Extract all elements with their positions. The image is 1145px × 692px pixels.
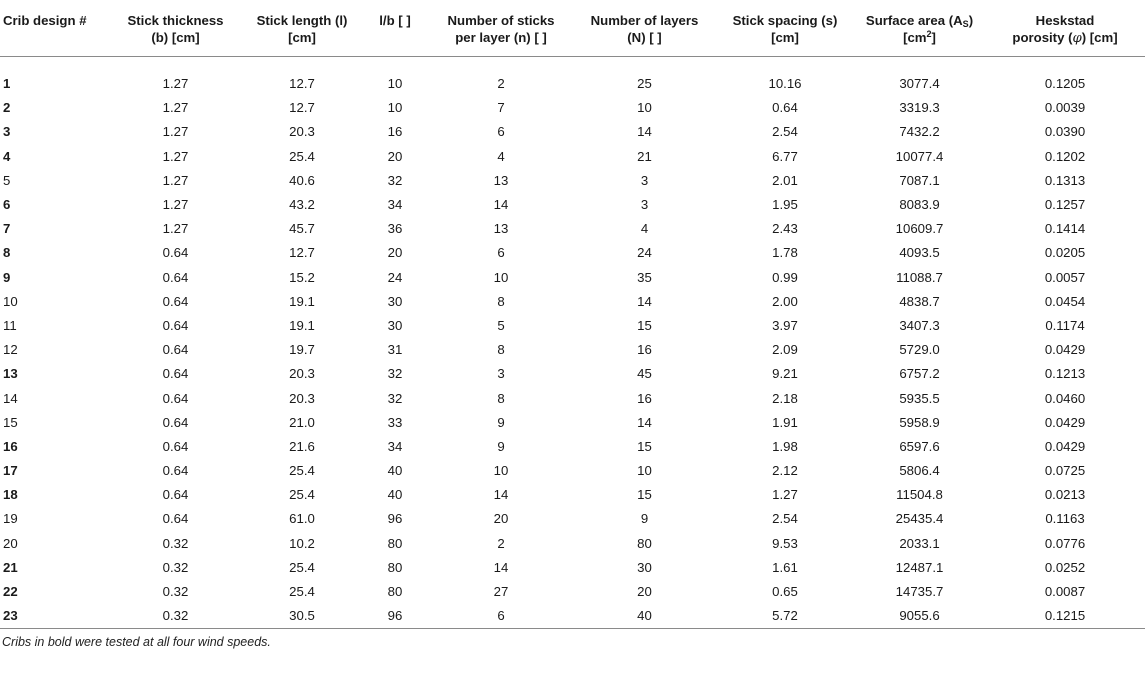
cell-layers: 14 [637,293,652,309]
cell-crib-id: 19 [3,511,18,527]
table-row [0,604,1145,629]
header-surface-area-line1: Surface area (A [865,13,963,28]
cell-stick-length: 25.4 [289,148,315,164]
cell-l-over-b: 80 [387,584,403,600]
cell-surface-area: 6597.6 [899,438,940,454]
cell-l-over-b: 36 [387,221,403,237]
cell-sticks-per-layer: 8 [497,390,505,406]
header-porosity-unit: ) [cm] [1081,30,1118,45]
table-row [0,96,1145,120]
cell-porosity: 0.1213 [1044,366,1086,382]
table-row [0,169,1145,193]
cell-stick-thickness: 0.64 [162,414,189,430]
cell-stick-length: 12.7 [289,245,315,261]
header-spacer-row [0,56,1145,72]
cell-stick-length: 12.7 [289,100,315,116]
cell-stick-length: 20.3 [289,366,315,382]
cell-l-over-b: 31 [387,342,403,358]
cell-spacing: 1.27 [772,487,798,503]
cell-spacing: 1.78 [772,245,798,261]
cell-spacing: 0.99 [772,269,798,285]
cell-l-over-b: 30 [387,317,403,333]
cell-porosity: 0.1215 [985,604,1145,629]
cell-sticks-per-layer: 4 [497,148,505,164]
table-row [0,314,1145,338]
cell-l-over-b: 34 [387,438,403,454]
cell-stick-length: 20.3 [289,390,315,406]
cell-crib-id: 15 [3,414,18,430]
cell-spacing: 2.09 [772,342,798,358]
header-stick-thickness [108,2,243,56]
header-layers-line2: (N) [ ] [627,30,662,45]
cell-stick-length: 25.4 [289,584,315,600]
cell-stick-length: 30.5 [243,604,361,629]
cell-crib-id: 23 [0,604,108,629]
header-surface-area [854,2,985,56]
header-spacing-line2: [cm] [771,30,799,45]
cell-surface-area: 7087.1 [899,172,940,188]
cell-crib-id: 13 [3,366,18,382]
cell-surface-area: 4093.5 [899,245,940,261]
table-row [0,145,1145,169]
table-row [0,580,1145,604]
cell-sticks-per-layer: 6 [429,604,573,629]
cell-stick-thickness: 0.32 [162,535,189,551]
header-sticks-per-layer-line1: Number of sticks [447,13,555,28]
cell-layers: 15 [637,438,652,454]
cell-porosity: 0.1163 [1045,511,1085,527]
cell-stick-thickness: 1.27 [162,76,189,92]
cell-sticks-per-layer: 13 [493,172,509,188]
cell-crib-id: 5 [3,172,11,188]
cell-surface-area: 7432.2 [899,124,940,140]
cell-stick-thickness: 0.64 [162,511,189,527]
cell-crib-id: 22 [3,584,18,600]
cell-porosity: 0.0776 [1044,535,1086,551]
cell-layers: 80 [637,535,652,551]
cell-porosity: 0.0087 [1044,584,1086,600]
cell-stick-thickness: 1.27 [162,172,189,188]
cell-l-over-b: 10 [387,100,403,116]
table-row [0,241,1145,265]
cell-spacing: 2.01 [772,172,798,188]
cell-porosity: 0.1257 [1044,197,1086,213]
cell-stick-length: 43.2 [289,197,315,213]
header-surface-area-close: ) [968,13,974,28]
cell-porosity: 0.0460 [1044,390,1086,406]
cell-porosity: 0.0390 [1044,124,1086,140]
cell-surface-area: 11504.8 [896,487,943,503]
cell-surface-area: 10077.4 [895,148,944,164]
cell-l-over-b: 40 [387,463,403,479]
cell-sticks-per-layer: 14 [493,197,509,213]
cell-stick-length: 19.7 [289,342,315,358]
cell-stick-length: 15.2 [289,269,315,285]
header-spacing [716,2,854,56]
cell-layers: 16 [637,390,652,406]
cell-stick-thickness: 0.64 [162,390,189,406]
cell-stick-thickness: 1.27 [162,148,189,164]
cell-crib-id: 20 [3,535,18,551]
cell-l-over-b: 32 [387,366,403,382]
header-surface-area-superscript: 2 [926,29,932,39]
cell-sticks-per-layer: 10 [493,269,509,285]
cell-crib-id: 7 [3,221,11,237]
cell-porosity: 0.1205 [1044,76,1086,92]
cell-layers: 14 [637,124,652,140]
cell-sticks-per-layer: 10 [493,463,509,479]
table-row [0,362,1145,386]
cell-crib-id: 17 [3,463,18,479]
header-l-over-b [361,2,429,56]
cell-layers: 15 [637,487,652,503]
cell-layers: 45 [637,366,652,382]
header-sticks-per-layer-line2: per layer (n) [ ] [455,30,547,45]
header-spacing-line1: Stick spacing (s) [732,13,838,28]
table-row [0,483,1145,507]
cell-surface-area: 4838.7 [899,293,940,309]
cell-stick-length: 19.1 [289,317,315,333]
cell-surface-area: 2033.1 [899,535,940,551]
cell-sticks-per-layer: 27 [493,584,509,600]
header-porosity-line2: porosity ( [1012,30,1073,45]
cell-crib-id: 4 [3,148,11,164]
cell-spacing: 5.72 [716,604,854,629]
cell-stick-thickness: 1.27 [162,124,189,140]
table-row [0,556,1145,580]
cell-surface-area: 5935.5 [899,390,940,406]
cell-surface-area: 12487.1 [895,559,944,575]
header-surface-area-subscript: S [962,19,969,29]
cell-l-over-b: 30 [387,293,403,309]
crib-design-table [0,2,1145,629]
cell-sticks-per-layer: 5 [497,317,505,333]
cell-layers: 14 [637,414,652,430]
cell-layers: 3 [640,197,649,213]
cell-l-over-b: 34 [387,197,403,213]
table-body [0,56,1145,629]
phi-symbol: φ [1072,31,1082,46]
cell-layers: 4 [640,221,649,237]
table-row [0,217,1145,241]
cell-spacing: 1.98 [772,438,798,454]
cell-porosity: 0.1313 [1044,172,1086,188]
cell-l-over-b: 10 [387,76,403,92]
cell-layers: 30 [637,559,652,575]
cell-crib-id: 11 [3,317,17,333]
header-crib-design [0,2,108,56]
cell-crib-id: 14 [3,390,18,406]
cell-layers: 10 [637,463,652,479]
cell-surface-area: 5958.9 [899,414,940,430]
cell-layers: 35 [637,269,652,285]
cell-surface-area: 3319.3 [899,100,940,116]
cell-sticks-per-layer: 8 [497,293,505,309]
cell-porosity: 0.0039 [1044,100,1086,116]
header-stick-thickness-line2: (b) [cm] [151,30,200,45]
cell-surface-area: 10609.7 [895,221,944,237]
table-row [0,290,1145,314]
cell-sticks-per-layer: 6 [497,124,505,140]
table-row [0,507,1145,531]
header-layers-line1: Number of layers [590,13,699,28]
cell-stick-thickness: 0.64 [162,293,189,309]
header-porosity [985,2,1145,56]
cell-porosity: 0.0429 [1044,414,1086,430]
table-row [0,266,1145,290]
cell-surface-area: 3077.4 [899,76,940,92]
cell-l-over-b: 20 [387,245,403,261]
cell-spacing: 9.21 [772,366,798,382]
cell-surface-area: 6757.2 [899,366,940,382]
cell-layers: 21 [637,148,652,164]
cell-sticks-per-layer: 3 [497,366,505,382]
cell-layers: 10 [637,100,652,116]
cell-surface-area: 5729.0 [899,342,940,358]
header-stick-thickness-line1: Stick thickness [127,13,224,28]
table-row [0,435,1145,459]
cell-surface-area: 3407.3 [899,317,940,333]
header-row [0,2,1145,56]
cell-layers: 24 [637,245,652,261]
cell-porosity: 0.0252 [1044,559,1086,575]
cell-stick-thickness: 0.64 [162,245,189,261]
cell-l-over-b: 96 [361,604,429,629]
cell-stick-thickness: 0.32 [162,559,189,575]
cell-crib-id: 9 [3,269,11,285]
cell-stick-length: 25.4 [289,487,315,503]
header-stick-length [243,2,361,56]
cell-crib-id: 3 [3,124,11,140]
cell-stick-length: 61.0 [289,511,315,527]
cell-sticks-per-layer: 2 [497,535,505,551]
cell-stick-length: 21.0 [289,414,315,430]
cell-layers: 40 [573,604,716,629]
cell-spacing: 2.18 [772,390,798,406]
cell-stick-length: 10.2 [289,535,315,551]
table-row [0,459,1145,483]
table-row [0,72,1145,96]
cell-stick-thickness: 0.32 [108,604,243,629]
cell-stick-thickness: 0.64 [162,269,189,285]
header-stick-length-line2: [cm] [288,30,316,45]
cell-sticks-per-layer: 6 [497,245,505,261]
cell-layers: 20 [637,584,652,600]
cell-porosity: 0.0057 [1044,269,1086,285]
cell-crib-id: 2 [3,100,11,116]
cell-spacing: 1.91 [772,414,798,430]
cell-stick-thickness: 1.27 [162,221,189,237]
cell-stick-thickness: 1.27 [162,100,189,116]
cell-l-over-b: 80 [387,559,403,575]
cell-spacing: 0.65 [772,584,798,600]
cell-spacing: 2.54 [772,124,798,140]
cell-crib-id: 1 [3,76,11,92]
cell-porosity: 0.1414 [1044,221,1086,237]
cell-layers: 9 [640,511,649,527]
cell-l-over-b: 16 [387,124,403,140]
header-sticks-per-layer [429,2,573,56]
cell-l-over-b: 20 [387,148,403,164]
cell-crib-id: 16 [3,438,18,454]
header-crib-design-text: Crib design # [3,13,87,28]
cell-surface-area: 9055.6 [854,604,985,629]
cell-l-over-b: 40 [387,487,403,503]
cell-spacing: 2.43 [772,221,798,237]
cell-l-over-b: 32 [387,390,403,406]
cell-layers: 15 [637,317,652,333]
cell-stick-thickness: 0.64 [162,366,189,382]
cell-spacing: 9.53 [772,535,798,551]
cell-spacing: 2.12 [772,463,798,479]
cell-l-over-b: 96 [387,511,403,527]
cell-sticks-per-layer: 2 [497,76,505,92]
cell-porosity: 0.0454 [1044,293,1086,309]
cell-porosity: 0.0429 [1044,342,1086,358]
cell-stick-length: 25.4 [289,463,315,479]
header-l-over-b-text: l/b [ ] [379,13,411,28]
cell-crib-id: 6 [3,197,11,213]
cell-porosity: 0.1174 [1045,317,1085,333]
cell-spacing: 6.77 [772,148,798,164]
header-surface-area-unit: [cm [903,30,927,45]
cell-sticks-per-layer: 9 [497,414,505,430]
table-row [0,411,1145,435]
cell-layers: 16 [637,342,652,358]
cell-porosity: 0.0213 [1044,487,1086,503]
cell-crib-id: 18 [3,487,18,503]
cell-stick-length: 25.4 [289,559,315,575]
cell-spacing: 2.54 [772,511,798,527]
cell-spacing: 2.00 [772,293,798,309]
header-surface-area-unit-close: ] [931,30,936,45]
header-stick-length-line1: Stick length (l) [256,13,348,28]
cell-surface-area: 8083.9 [899,197,940,213]
cell-sticks-per-layer: 14 [493,559,509,575]
cell-spacing: 0.64 [772,100,798,116]
cell-l-over-b: 24 [387,269,403,285]
cell-layers: 25 [637,76,652,92]
header-porosity-line1: Heskstad [1035,13,1095,28]
cell-stick-length: 19.1 [289,293,315,309]
cell-porosity: 0.0205 [1044,245,1086,261]
cell-stick-length: 20.3 [289,124,315,140]
cell-spacing: 1.61 [772,559,798,575]
cell-l-over-b: 32 [387,172,403,188]
cell-surface-area: 14735.7 [895,584,944,600]
cell-stick-thickness: 0.64 [162,317,189,333]
table-row [0,386,1145,410]
cell-l-over-b: 33 [387,414,403,430]
cell-layers: 3 [640,172,649,188]
cell-spacing: 10.16 [768,76,802,92]
cell-stick-thickness: 1.27 [162,197,189,213]
table-header [0,2,1145,56]
cell-sticks-per-layer: 14 [493,487,509,503]
cell-stick-length: 12.7 [289,76,315,92]
cell-stick-thickness: 0.32 [162,584,189,600]
cell-crib-id: 8 [3,245,11,261]
table-row [0,532,1145,556]
table-row [0,338,1145,362]
cell-crib-id: 10 [3,293,18,309]
cell-sticks-per-layer: 13 [493,221,509,237]
cell-surface-area: 5806.4 [899,463,940,479]
cell-surface-area: 25435.4 [895,511,944,527]
cell-crib-id: 12 [3,342,18,358]
cell-stick-length: 45.7 [289,221,315,237]
table-row [0,193,1145,217]
cell-sticks-per-layer: 9 [497,438,505,454]
cell-spacing: 1.95 [772,197,798,213]
cell-stick-thickness: 0.64 [162,487,189,503]
cell-stick-length: 40.6 [289,172,315,188]
cell-sticks-per-layer: 8 [497,342,505,358]
table-footnote: Cribs in bold were tested at all four wind speeds. [2,635,271,650]
cell-stick-thickness: 0.64 [162,438,189,454]
cell-porosity: 0.0429 [1044,438,1086,454]
cell-stick-length: 21.6 [289,438,315,454]
header-layers [573,2,716,56]
cell-porosity: 0.0725 [1044,463,1086,479]
cell-sticks-per-layer: 20 [493,511,509,527]
cell-surface-area: 11088.7 [896,269,943,285]
table-row [0,120,1145,144]
cell-stick-thickness: 0.64 [162,342,189,358]
cell-sticks-per-layer: 7 [497,100,505,116]
cell-porosity: 0.1202 [1044,148,1086,164]
cell-spacing: 3.97 [772,317,798,333]
cell-l-over-b: 80 [387,535,403,551]
cell-stick-thickness: 0.64 [162,463,189,479]
cell-crib-id: 21 [3,559,18,575]
